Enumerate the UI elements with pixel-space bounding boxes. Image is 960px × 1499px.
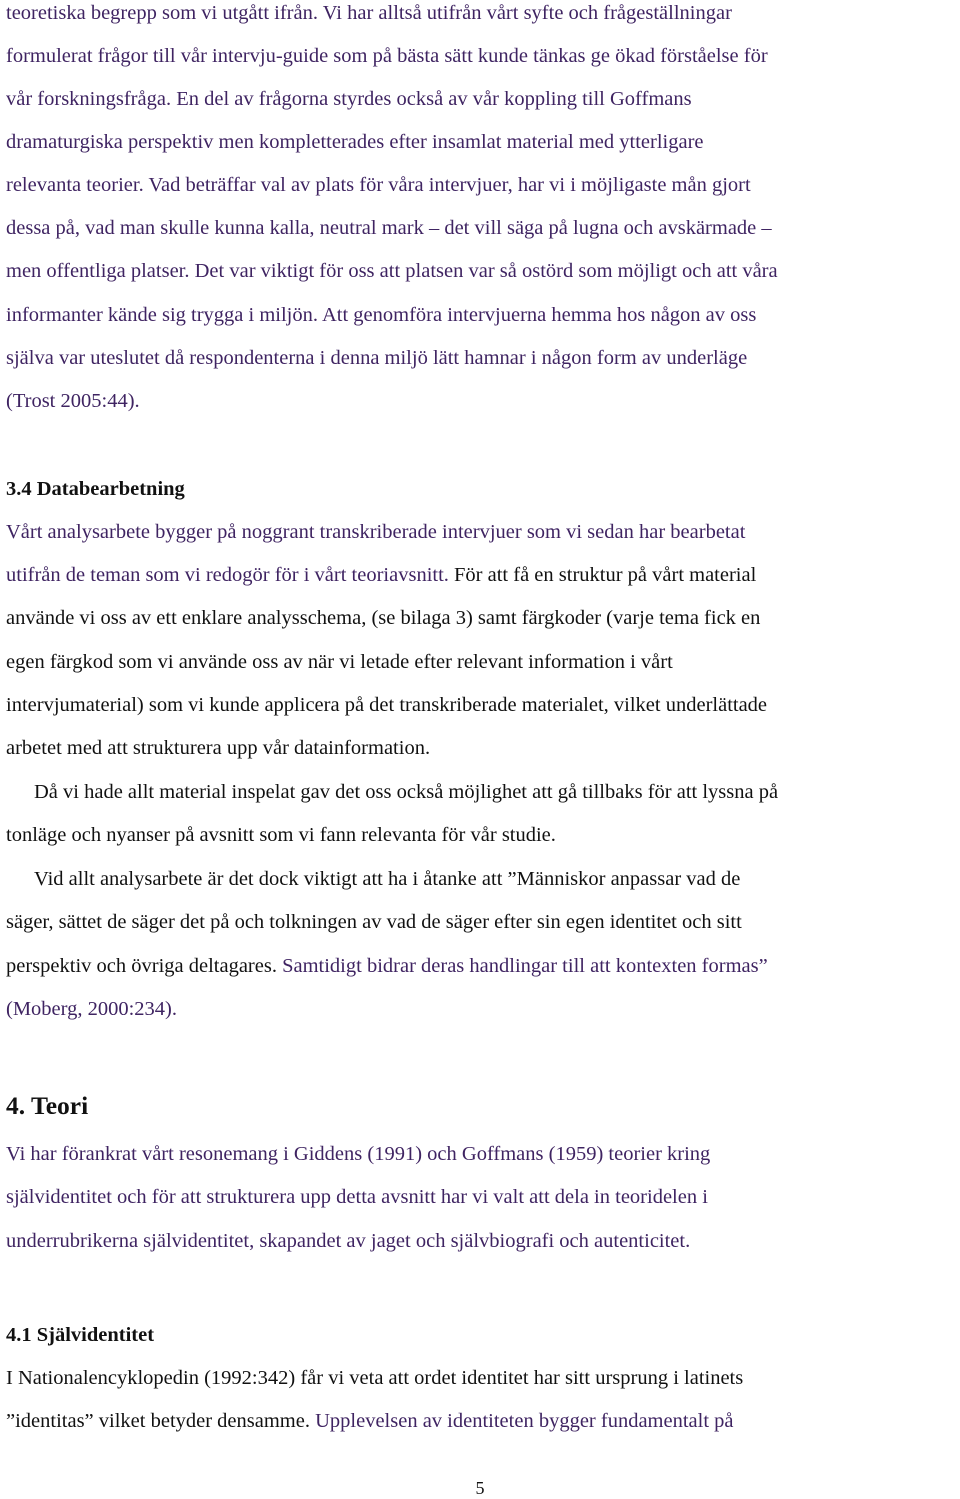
text-run: ”identitas” vilket betyder densamme. bbox=[6, 1410, 316, 1432]
text-line bbox=[6, 1228, 690, 1254]
section-heading-4: 4. Teori bbox=[6, 1091, 89, 1120]
text-line bbox=[6, 302, 756, 328]
text-run: relevanta teorier. Vad beträffar val av plats för våra intervjuer, har vi i möjligaste mån gjort bbox=[6, 174, 751, 196]
text-run: Vårt analysarbete bygger på noggrant transkriberade intervjuer som vi sedan har bearbetat bbox=[6, 521, 746, 543]
text-line bbox=[6, 562, 756, 588]
text-run: underrubrikerna självidentitet, skapandet av jaget och självbiografi och autenticitet. bbox=[6, 1230, 691, 1252]
text-line bbox=[6, 215, 772, 241]
text-line bbox=[6, 735, 430, 761]
text-line bbox=[6, 258, 778, 284]
text-run: arbetet med att strukturera upp vår datainformation. bbox=[6, 737, 431, 759]
text-run: egen färgkod som vi använde oss av när vi letade efter relevant information i vårt bbox=[6, 651, 673, 673]
text-line bbox=[6, 822, 556, 848]
text-run: Vi har förankrat vårt resonemang i Giddens (1991) och Goffmans (1959) teorier kring bbox=[6, 1143, 711, 1165]
text-run: dramaturgiska perspektiv men kompletterades efter insamlat material med ytterligare bbox=[6, 131, 704, 153]
text-run: utifrån de teman som vi redogör för i vårt teoriavsnitt. bbox=[6, 564, 455, 586]
text-run: teoretiska begrepp som vi utgått ifrån. Vi har alltså utifrån vårt syfte och frågeställningar bbox=[6, 2, 732, 24]
text-line bbox=[6, 1141, 710, 1167]
text-line bbox=[6, 953, 768, 979]
text-run: självidentitet och för att strukturera upp detta avsnitt har vi valt att dela in teoridelen i bbox=[6, 1186, 708, 1208]
text-line bbox=[6, 86, 692, 112]
text-line bbox=[6, 388, 140, 414]
text-run: vår forskningsfråga. En del av frågorna styrdes också av vår koppling till Goffmans bbox=[6, 88, 692, 110]
text-line bbox=[6, 0, 732, 26]
text-run: I Nationalencyklopedin (1992:342) får vi veta att ordet identitet har sitt ursprung i latinets bbox=[6, 1367, 744, 1389]
text-run: dessa på, vad man skulle kunna kalla, neutral mark – det vill säga på lugna och avskärmade – bbox=[6, 217, 772, 239]
text-run: informanter kände sig trygga i miljön. Att genomföra intervjuerna hemma hos någon av oss bbox=[6, 304, 757, 326]
text-run: tonläge och nyanser på avsnitt som vi fann relevanta för vår studie. bbox=[6, 824, 556, 846]
section-heading-4-1: 4.1 Självidentitet bbox=[6, 1324, 155, 1346]
text-run: formulerat frågor till vår intervju-guide som på bästa sätt kunde tänkas ge ökad förståelse för bbox=[6, 45, 768, 67]
section-heading-3-4: 3.4 Databearbetning bbox=[6, 478, 185, 500]
text-run: intervjumaterial) som vi kunde applicera på det transkriberade materialet, vilket underlättade bbox=[6, 694, 768, 716]
text-line bbox=[34, 779, 778, 805]
text-line bbox=[6, 345, 747, 371]
text-run: Samtidigt bidrar deras handlingar till att kontexten formas” bbox=[282, 955, 768, 977]
text-run: säger, sättet de säger det på och tolkningen av vad de säger efter sin egen identitet och sitt bbox=[6, 911, 742, 933]
text-line bbox=[6, 172, 751, 198]
text-line bbox=[6, 605, 760, 631]
text-line bbox=[6, 996, 177, 1022]
text-run: Då vi hade allt material inspelat gav det oss också möjlighet att gå tillbaks för att lyssna på bbox=[34, 781, 779, 803]
text-line bbox=[34, 866, 740, 892]
text-run: men offentliga platser. Det var viktigt för oss att platsen var så ostörd som möjligt och att våra bbox=[6, 260, 778, 282]
text-line bbox=[6, 519, 745, 545]
text-line bbox=[6, 129, 704, 155]
text-line bbox=[6, 1184, 708, 1210]
text-line bbox=[6, 1408, 734, 1434]
text-run: För att få en struktur på vårt material bbox=[454, 564, 757, 586]
text-run: använde vi oss av ett enklare analysschema, (se bilaga 3) samt färgkoder (varje tema fick en bbox=[6, 607, 761, 629]
text-line bbox=[6, 909, 742, 935]
text-line bbox=[6, 1365, 743, 1391]
text-run: själva var uteslutet då respondenterna i denna miljö lätt hamnar i någon form av underläge bbox=[6, 347, 748, 369]
text-line bbox=[6, 649, 673, 675]
text-run: Vid allt analysarbete är det dock viktigt att ha i åtanke att ”Människor anpassar vad de bbox=[34, 868, 741, 890]
text-run: Upplevelsen av identiteten bygger fundamentalt på bbox=[315, 1410, 734, 1432]
page-number: 5 bbox=[475, 1478, 485, 1498]
text-line bbox=[6, 43, 768, 69]
text-line bbox=[6, 692, 767, 718]
text-run: perspektiv och övriga deltagares. bbox=[6, 955, 283, 977]
text-run: (Moberg, 2000:234). bbox=[6, 998, 178, 1020]
text-run: (Trost 2005:44). bbox=[6, 390, 140, 412]
